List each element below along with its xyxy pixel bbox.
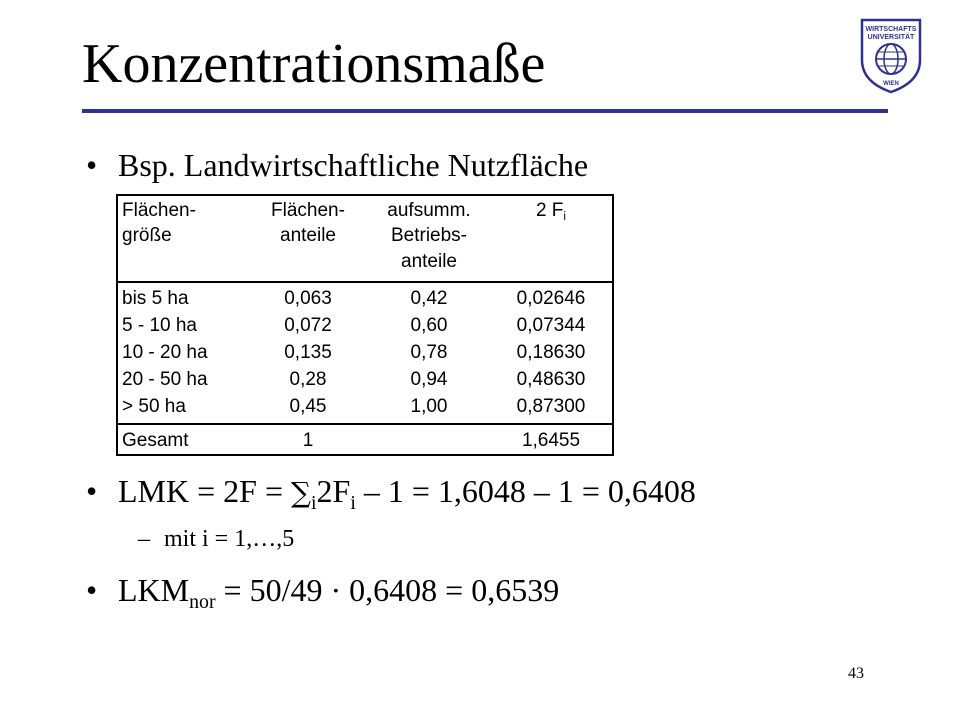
header-cell-cum-1: aufsumm. <box>387 200 471 221</box>
header-cell-size-2: größe <box>122 225 172 246</box>
sub-bullet-text: mit i = 1,…,5 <box>164 526 295 552</box>
row-cum: 0,42 <box>410 288 448 309</box>
logo-text-mid: UNIVERSITÄT <box>867 34 915 41</box>
row-2fi: 0,87300 <box>516 396 586 417</box>
row-size: bis 5 ha <box>122 288 189 309</box>
data-table <box>116 194 614 456</box>
lkm-part-a: LKM <box>118 572 190 608</box>
bullet-marker: • <box>86 147 98 183</box>
row-share: 0,072 <box>284 315 332 336</box>
header-divider <box>118 281 612 283</box>
bullet-lmk <box>86 471 696 513</box>
lkm-part-b: = 50/49 · 0,6408 = 0,6539 <box>215 572 560 608</box>
lmk-part-b: 2F <box>316 473 351 509</box>
page-number: 43 <box>848 665 864 682</box>
row-size: 20 - 50 ha <box>122 369 208 390</box>
nor-subscript: nor <box>189 590 216 613</box>
total-share: 1 <box>302 430 314 451</box>
sub-bullet-marker: – <box>138 526 150 552</box>
row-2fi: 0,48630 <box>516 369 586 390</box>
total-divider <box>118 423 612 425</box>
row-cum: 0,78 <box>410 342 448 363</box>
row-cum: 1,00 <box>410 396 448 417</box>
sub-bullet-index-range <box>138 524 294 554</box>
slide-title: Konzentrationsmaße <box>82 33 546 95</box>
logo-text-bottom: WIEN <box>883 81 899 87</box>
bullet-example <box>86 145 588 185</box>
header-cell-size-1: Flächen- <box>122 200 196 221</box>
row-cum: 0,94 <box>410 369 448 390</box>
title-divider <box>82 109 888 113</box>
header-cell-2fi <box>490 198 612 223</box>
header-cell-cum-2: Betriebs- <box>390 225 468 246</box>
header-cell-share-1: Flächen- <box>271 200 345 221</box>
row-cum: 0,60 <box>410 315 448 336</box>
row-size: 5 - 10 ha <box>122 315 197 336</box>
row-2fi: 0,07344 <box>516 315 586 336</box>
row-share: 0,135 <box>284 342 332 363</box>
university-seal-icon <box>858 14 924 94</box>
fi-index: i <box>350 491 356 514</box>
header-2f-text: 2 F <box>535 200 564 221</box>
total-label: Gesamt <box>122 430 189 451</box>
sum-symbol: ∑ <box>291 476 311 509</box>
row-2fi: 0,02646 <box>516 288 586 309</box>
row-2fi: 0,18630 <box>516 342 586 363</box>
logo-text-top: WIRTSCHAFTS <box>865 26 917 33</box>
row-size: > 50 ha <box>122 396 186 417</box>
bullet-lkm-nor <box>86 570 560 613</box>
row-size: 10 - 20 ha <box>122 342 208 363</box>
bullet-example-text: Bsp. Landwirtschaftliche Nutzfläche <box>118 147 589 183</box>
row-share: 0,063 <box>284 288 332 309</box>
header-cell-share-2: anteile <box>280 225 336 246</box>
bullet-marker: • <box>86 473 98 509</box>
total-2fi: 1,6455 <box>521 430 581 451</box>
sum-index: i <box>311 491 317 514</box>
lmk-part-a: LMK = 2F = <box>118 473 291 509</box>
bullet-marker: • <box>86 572 98 608</box>
header-2f-sub: i <box>563 210 567 224</box>
row-share: 0,28 <box>289 369 327 390</box>
lmk-part-c: – 1 = 1,6048 – 1 = 0,6408 <box>355 473 696 509</box>
header-cell-cum-3: anteile <box>401 251 457 272</box>
row-share: 0,45 <box>289 396 327 417</box>
